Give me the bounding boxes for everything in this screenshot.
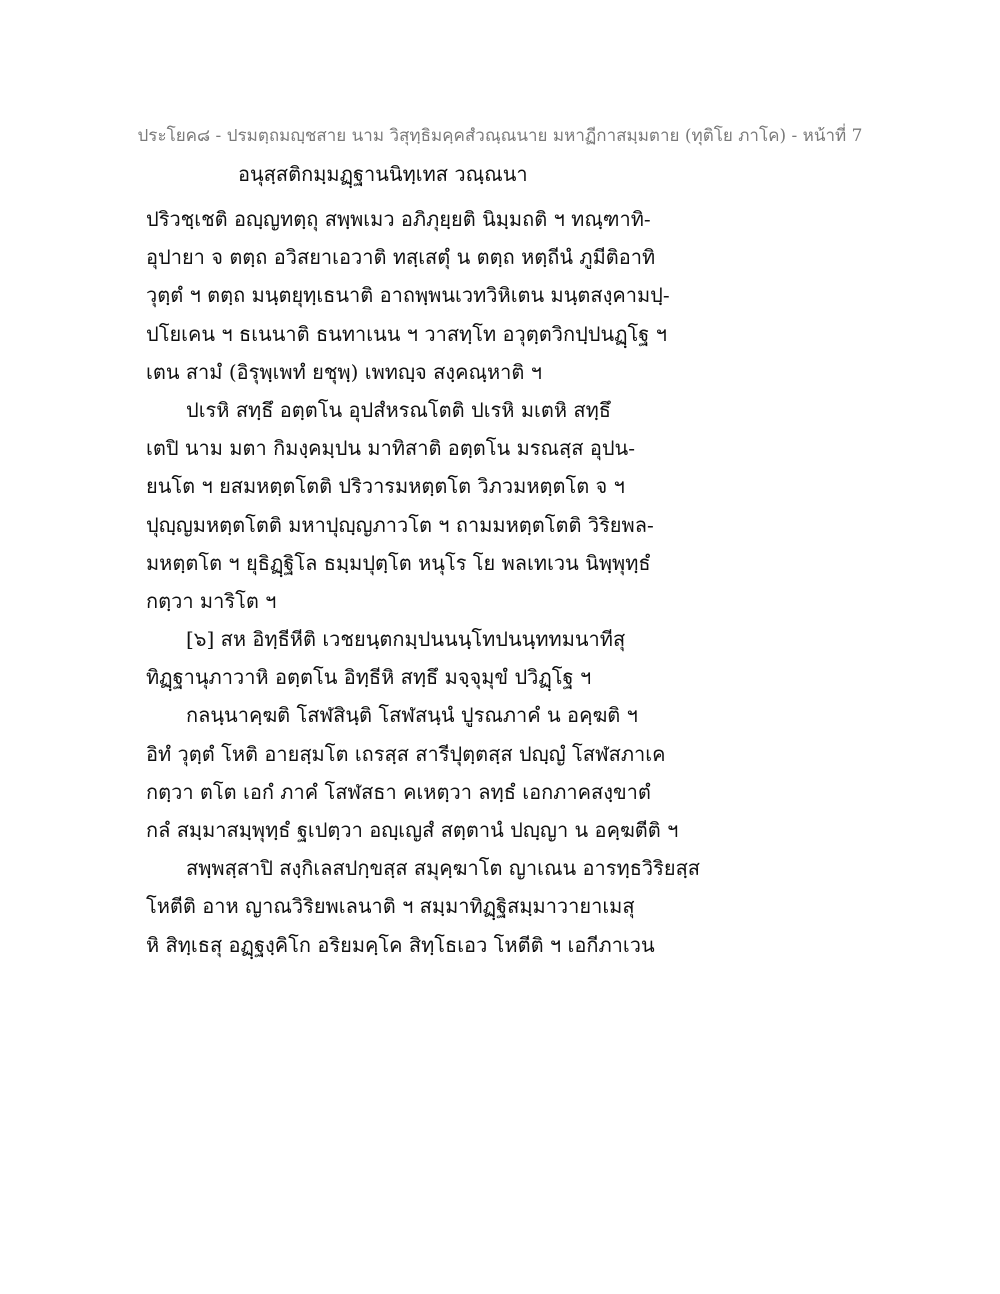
- text-line: หิ สิทฺเธสุ อฏฺฐงฺคิโก อริยมคฺโค สิทฺโธเอว โหตีติ ฯ เอกีภาเวน: [146, 932, 655, 957]
- text-line: เตน สามํ (อิรุพฺเพทํ ยชุพฺ) เพทญฺจ สงฺคณฺหาติ ฯ: [146, 359, 542, 384]
- text-line: ทิฏฺฐานุภาวาหิ อตฺตโน อิทฺธีหิ สทฺธึ มจฺจุมุขํ ปวิฏฺโฐ ฯ: [146, 665, 592, 690]
- text-line: ปโยเคน ฯ ธเนนาติ ธนทาเนน ฯ วาสทฺโท อวุตฺตวิกปฺปนฏฺโฐ ฯ: [146, 321, 667, 346]
- section-title: อนุสฺสติกมฺมฏฺฐานนิทฺเทส วณฺณนา: [238, 162, 528, 186]
- text-line: สพฺพสฺสาปิ สงฺกิเลสปกฺขสฺส สมุคฺฆาโต ญาเณน อารทฺธวิริยสฺส: [186, 856, 701, 881]
- text-line: โหตีติ อาห ญาณวิริยพเลนาติ ฯ สมฺมาทิฏฺฐิสมฺมาวายาเมสุ: [146, 894, 635, 919]
- text-line: กตฺวา มาริโต ฯ: [146, 588, 277, 613]
- page-header: ประโยค๘ - ปรมตฺถมญฺชสาย นาม วิสุทฺธิมคฺคสํวณฺณนาย มหาฏีกาสมฺมตาย (ทุติโย ภาโค) - หน้าที่ 7: [137, 126, 863, 146]
- body-text: [146, 200, 706, 964]
- text-line: ปริวชฺเชติ อญฺญทตฺถุ สพฺพเมว อภิภุยฺยติ นิมฺมถติ ฯ ทณฺฑาทิ-: [146, 207, 651, 231]
- text-line: [๖] สห อิทฺธีหีติ เวชยนฺตกมฺปนนนฺโทปนนฺททมนาทีสุ: [186, 627, 626, 652]
- text-line: อิทํ วุตฺตํ โหติ อายสฺมโต เถรสฺส สารีปุตฺตสฺส ปญฺญํ โสฬสภาเค: [146, 741, 666, 766]
- text-line: กลํ สมฺมาสมฺพุทฺธํ ฐเปตฺวา อญฺเญสํ สตฺตานํ ปญฺญา น อคฺฆตีติ ฯ: [146, 818, 679, 842]
- text-line: อุปายา จ ตตฺถ อวิสยาเอวาติ ทสฺเสตุํ น ตตฺถ หตฺถีนํ ภูมีติอาทิ: [146, 245, 656, 270]
- text-line: ปเรหิ สทฺธึ อตฺตโน อุปสํหรณโตติ ปเรหิ มเตหิ สทฺธึ: [186, 397, 611, 422]
- text-line: เตปิ นาม มตา กิมงฺคมฺปน มาทิสาติ อตฺตโน มรณสฺส อุปน-: [146, 436, 635, 461]
- text-line: มหตฺตโต ฯ ยุธิฏฺฐิโล ธมฺมปุตฺโต หนุโร โย พลเทเวน นิพฺพุทฺธํ: [146, 550, 651, 575]
- text-line: ยนโต ฯ ยสมหตฺตโตติ ปริวารมหตฺตโต วิภวมหตฺตโต จ ฯ: [146, 474, 625, 499]
- text-line: กตฺวา ตโต เอกํ ภาคํ โสฬสธา คเหตฺวา ลทฺธํ เอกภาคสงฺขาตํ: [146, 779, 651, 804]
- text-line: วุตฺตํ ฯ ตตฺถ มนฺตยุทฺเธนาติ อาถพฺพนเวทวิหิเตน มนฺตสงฺคามปฺ-: [146, 283, 670, 308]
- text-line: ปุญฺญมหตฺตโตติ มหาปุญฺญภาวโต ฯ ถามมหตฺตโตติ วิริยพล-: [146, 512, 654, 537]
- text-line: กลนฺนาคฺฆติ โสฬสินฺติ โสฬสนฺนํ ปูรณภาคํ น อคฺฆติ ฯ: [186, 703, 638, 728]
